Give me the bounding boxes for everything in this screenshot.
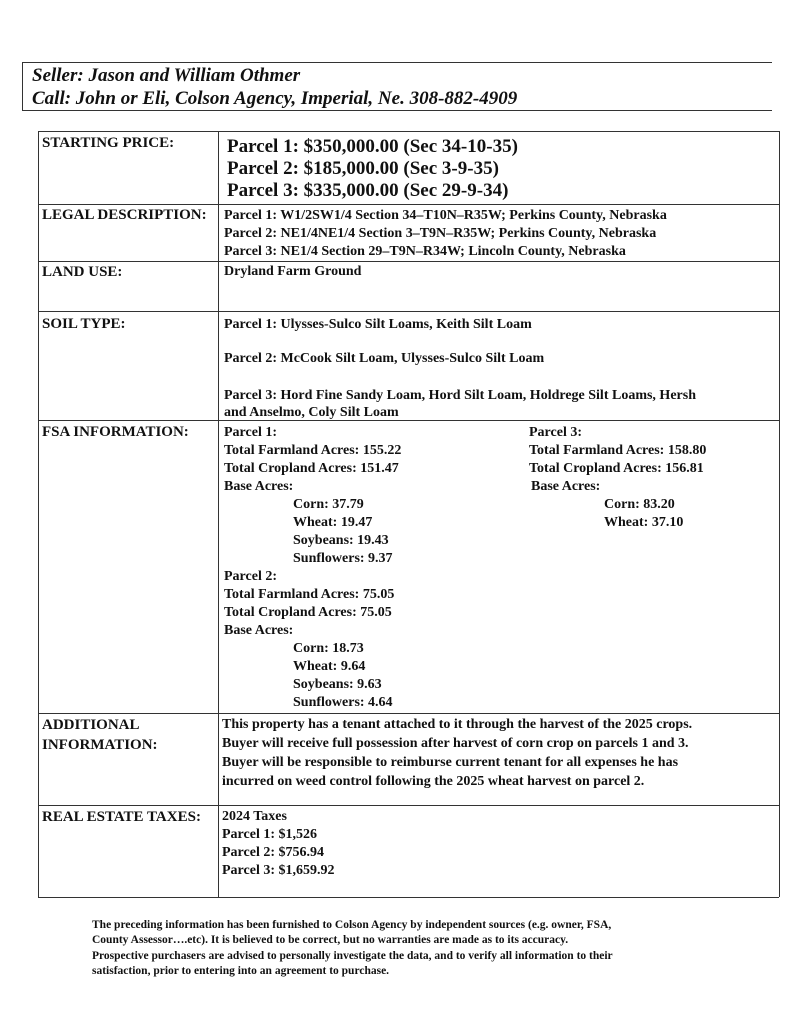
taxes-parcel-3: Parcel 3: $1,659.92 — [222, 863, 335, 878]
soil-parcel-3-cont: and Anselmo, Coly Silt Loam — [224, 405, 399, 420]
legal-description-label: LEGAL DESCRIPTION: — [42, 207, 207, 223]
fsa-parcel-3-title: Parcel 3: — [529, 425, 582, 440]
soil-parcel-2: Parcel 2: McCook Silt Loam, Ulysses-Sulco Silt Loam — [224, 351, 545, 366]
disclaimer-line-2: County Assessor….etc). It is believed to be correct, but no warranties are made as to its accuracy. — [92, 934, 569, 946]
fsa-parcel-1-sunflowers: Sunflowers: 9.37 — [293, 551, 393, 566]
additional-line-3: Buyer will be responsible to reimburse current tenant for all expenses he has — [222, 755, 679, 770]
soil-parcel-1: Parcel 1: Ulysses-Sulco Silt Loams, Keith Silt Loam — [224, 317, 532, 332]
soil-parcel-3: Parcel 3: Hord Fine Sandy Loam, Hord Silt Loam, Holdrege Silt Loams, Hersh — [224, 388, 696, 403]
fsa-parcel-1-farmland: Total Farmland Acres: 155.22 — [224, 443, 402, 458]
row-divider — [38, 204, 779, 205]
soil-type-label: SOIL TYPE: — [42, 316, 126, 332]
row-divider — [38, 713, 779, 714]
starting-price-label: STARTING PRICE: — [42, 135, 175, 151]
fsa-parcel-2-corn: Corn: 18.73 — [293, 641, 364, 656]
price-parcel-3: Parcel 3: $335,000.00 (Sec 29-9-34) — [227, 180, 509, 201]
row-divider — [38, 805, 779, 806]
fsa-parcel-1-soybeans: Soybeans: 19.43 — [293, 533, 389, 548]
row-divider — [38, 420, 779, 421]
disclaimer-line-3: Prospective purchasers are advised to personally investigate the data, and to verify all information to their — [92, 950, 613, 962]
additional-line-1: This property has a tenant attached to it through the harvest of the 2025 crops. — [222, 717, 693, 732]
price-parcel-2: Parcel 2: $185,000.00 (Sec 3-9-35) — [227, 158, 499, 179]
fsa-parcel-3-corn: Corn: 83.20 — [604, 497, 675, 512]
fsa-parcel-3-wheat: Wheat: 37.10 — [604, 515, 684, 530]
contact-line: Call: John or Eli, Colson Agency, Imperial, Ne. 308-882-4909 — [32, 88, 518, 109]
disclaimer-line-4: satisfaction, prior to entering into an agreement to purchase. — [92, 965, 390, 977]
land-use-label: LAND USE: — [42, 264, 123, 280]
legal-parcel-2: Parcel 2: NE1/4NE1/4 Section 3–T9N–R35W; Perkins County, Nebraska — [224, 226, 657, 241]
fsa-parcel-2-cropland: Total Cropland Acres: 75.05 — [224, 605, 392, 620]
additional-line-4: incurred on weed control following the 2025 wheat harvest on parcel 2. — [222, 774, 645, 789]
legal-parcel-1: Parcel 1: W1/2SW1/4 Section 34–T10N–R35W; Perkins County, Nebraska — [224, 208, 667, 223]
fsa-parcel-3-cropland: Total Cropland Acres: 156.81 — [529, 461, 704, 476]
table-left-border — [38, 131, 39, 897]
fsa-parcel-2-soybeans: Soybeans: 9.63 — [293, 677, 382, 692]
taxes-parcel-2: Parcel 2: $756.94 — [222, 845, 324, 860]
fsa-information-label: FSA INFORMATION: — [42, 424, 189, 440]
fsa-parcel-1-title: Parcel 1: — [224, 425, 277, 440]
header-top-rule — [22, 62, 772, 63]
fsa-parcel-1-corn: Corn: 37.79 — [293, 497, 364, 512]
additional-information-label-line2: INFORMATION: — [42, 737, 158, 753]
fsa-parcel-1-base: Base Acres: — [224, 479, 294, 494]
fsa-parcel-2-title: Parcel 2: — [224, 569, 277, 584]
fsa-parcel-2-sunflowers: Sunflowers: 4.64 — [293, 695, 393, 710]
price-parcel-1: Parcel 1: $350,000.00 (Sec 34-10-35) — [227, 136, 518, 157]
taxes-parcel-1: Parcel 1: $1,526 — [222, 827, 317, 842]
real-estate-taxes-label: REAL ESTATE TAXES: — [42, 809, 201, 825]
fsa-parcel-2-base: Base Acres: — [224, 623, 294, 638]
table-right-border — [779, 131, 780, 897]
fsa-parcel-3-farmland: Total Farmland Acres: 158.80 — [529, 443, 707, 458]
disclaimer-line-1: The preceding information has been furnished to Colson Agency by independent sources (e.g. owner, FSA, — [92, 919, 612, 931]
taxes-year: 2024 Taxes — [222, 809, 287, 824]
header-bottom-rule — [22, 110, 772, 111]
additional-information-label-line1: ADDITIONAL — [42, 717, 140, 733]
table-column-divider — [218, 131, 219, 897]
row-divider — [38, 311, 779, 312]
fsa-parcel-1-wheat: Wheat: 19.47 — [293, 515, 373, 530]
fsa-parcel-1-cropland: Total Cropland Acres: 151.47 — [224, 461, 399, 476]
fsa-parcel-2-wheat: Wheat: 9.64 — [293, 659, 366, 674]
fsa-parcel-3-base: Base Acres: — [531, 479, 601, 494]
row-divider — [38, 897, 779, 898]
fsa-parcel-2-farmland: Total Farmland Acres: 75.05 — [224, 587, 395, 602]
additional-line-2: Buyer will receive full possession after harvest of corn crop on parcels 1 and 3. — [222, 736, 689, 751]
row-divider — [38, 131, 779, 132]
row-divider — [38, 261, 779, 262]
land-use-value: Dryland Farm Ground — [224, 264, 362, 279]
legal-parcel-3: Parcel 3: NE1/4 Section 29–T9N–R34W; Lincoln County, Nebraska — [224, 244, 626, 259]
seller-line: Seller: Jason and William Othmer — [32, 65, 301, 86]
header-left-rule — [22, 62, 23, 110]
